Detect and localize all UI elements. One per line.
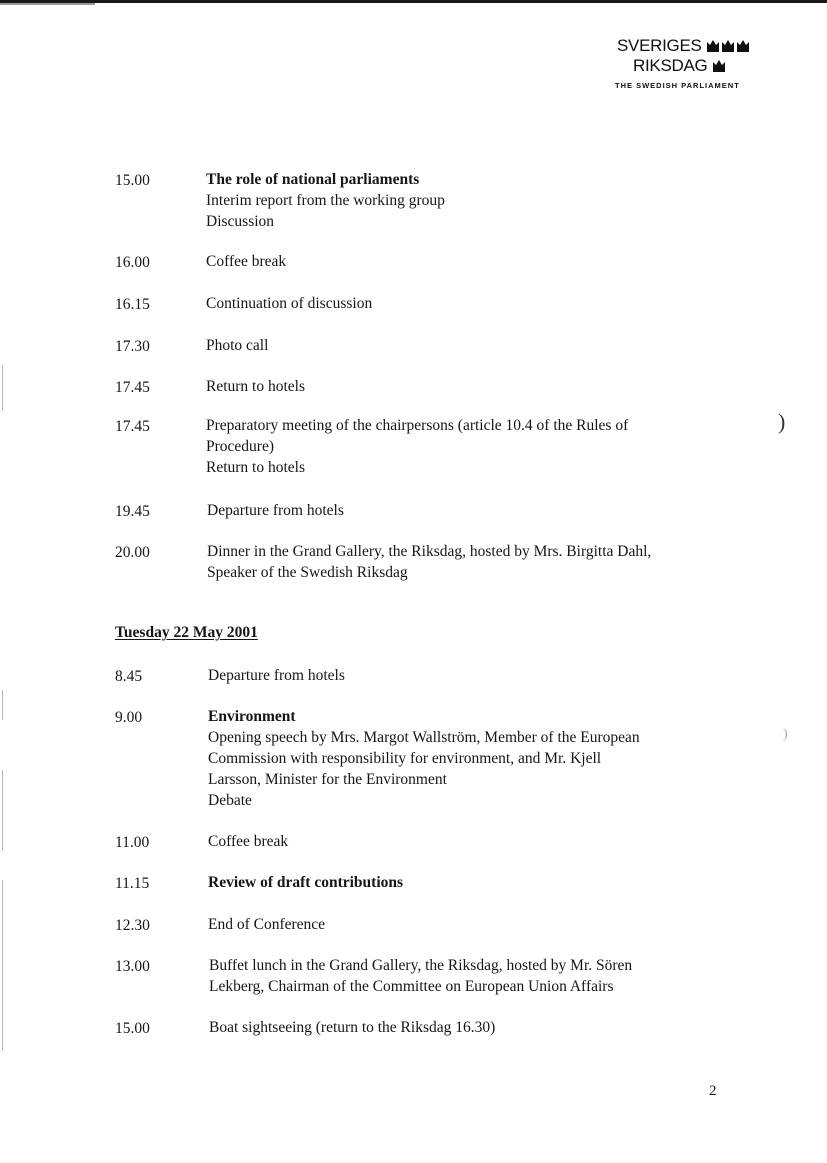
schedule-time: 17.45 xyxy=(115,379,150,396)
session-title: The role of national parliaments xyxy=(206,171,420,188)
description-line: End of Conference xyxy=(208,916,326,933)
logo-subtitle: THE SWEDISH PARLIAMENT xyxy=(615,81,740,90)
description-line: Buffet lunch in the Grand Gallery, the Riksdag, hosted by Mr. Sören xyxy=(209,957,633,974)
schedule-time: 17.45 xyxy=(115,418,150,435)
schedule-description xyxy=(206,293,706,314)
page-number: 2 xyxy=(709,1083,717,1099)
logo-line1 xyxy=(617,36,752,56)
schedule-time: 13.00 xyxy=(115,958,150,975)
schedule-time: 11.15 xyxy=(115,875,150,892)
schedule-description xyxy=(209,1017,709,1038)
schedule-description xyxy=(206,376,706,397)
description-line: Dinner in the Grand Gallery, the Riksdag, hosted by Mrs. Birgitta Dahl, xyxy=(207,543,652,560)
riksdag-logo xyxy=(590,36,770,96)
description-line: Return to hotels xyxy=(206,459,306,476)
session-title: Review of draft contributions xyxy=(208,874,404,891)
schedule-time: 16.00 xyxy=(115,254,150,271)
schedule-time: 16.15 xyxy=(115,296,150,313)
description-line: Opening speech by Mrs. Margot Wallström, Member of the European xyxy=(208,729,640,746)
day2-heading: Tuesday 22 May 2001 xyxy=(115,624,258,641)
schedule-description xyxy=(208,706,708,811)
top-scan-rule xyxy=(0,0,827,3)
description-line: Coffee break xyxy=(208,833,289,850)
margin-mark xyxy=(2,690,3,720)
schedule-time: 11.00 xyxy=(115,834,150,851)
margin-mark xyxy=(2,770,3,850)
logo-word-sveriges: SVERIGES xyxy=(617,36,702,55)
session-title: Environment xyxy=(208,708,296,725)
description-line: Debate xyxy=(208,792,252,809)
schedule-time: 19.45 xyxy=(115,503,150,520)
margin-mark xyxy=(2,880,3,1050)
description-line: Continuation of discussion xyxy=(206,295,373,312)
description-line: Interim report from the working group xyxy=(206,192,445,209)
schedule-description xyxy=(208,872,708,893)
schedule-time: 15.00 xyxy=(115,1020,150,1037)
crowns-icon xyxy=(706,38,752,53)
schedule-description xyxy=(208,665,708,686)
description-line: Departure from hotels xyxy=(207,502,344,519)
description-line: Preparatory meeting of the chairpersons (article 10.4 of the Rules of xyxy=(206,417,629,434)
schedule-description xyxy=(207,500,707,521)
scan-bracket-mark-faint: ) xyxy=(783,727,788,742)
crown-icon xyxy=(712,58,728,73)
description-line: Speaker of the Swedish Riksdag xyxy=(207,564,408,581)
schedule-time: 12.30 xyxy=(115,917,150,934)
schedule-time: 20.00 xyxy=(115,544,150,561)
top-scan-rule-fade xyxy=(0,3,95,5)
description-line: Commission with responsibility for environment, and Mr. Kjell xyxy=(208,750,602,767)
description-line: Larsson, Minister for the Environment xyxy=(208,771,447,788)
logo-line2 xyxy=(633,56,728,76)
schedule-time: 15.00 xyxy=(115,172,150,189)
description-line: Lekberg, Chairman of the Committee on European Union Affairs xyxy=(209,978,614,995)
schedule-time: 8.45 xyxy=(115,668,143,685)
description-line: Discussion xyxy=(206,213,275,230)
description-line: Procedure) xyxy=(206,438,274,455)
schedule-description xyxy=(206,335,706,356)
schedule-description xyxy=(208,831,708,852)
logo-word-riksdag: RIKSDAG xyxy=(633,56,708,75)
description-line: Boat sightseeing (return to the Riksdag 16.30) xyxy=(209,1019,496,1036)
description-line: Return to hotels xyxy=(206,378,306,395)
schedule-time: 17.30 xyxy=(115,338,150,355)
margin-mark xyxy=(2,365,3,410)
description-line: Coffee break xyxy=(206,253,287,270)
schedule-description xyxy=(208,914,708,935)
schedule-description xyxy=(207,541,707,583)
schedule-description xyxy=(206,169,706,232)
schedule-description xyxy=(206,415,706,478)
description-line: Photo call xyxy=(206,337,269,354)
schedule-description xyxy=(206,251,706,272)
schedule-time: 9.00 xyxy=(115,709,143,726)
schedule-description xyxy=(209,955,709,997)
scan-bracket-mark: ) xyxy=(778,409,786,434)
description-line: Departure from hotels xyxy=(208,667,345,684)
